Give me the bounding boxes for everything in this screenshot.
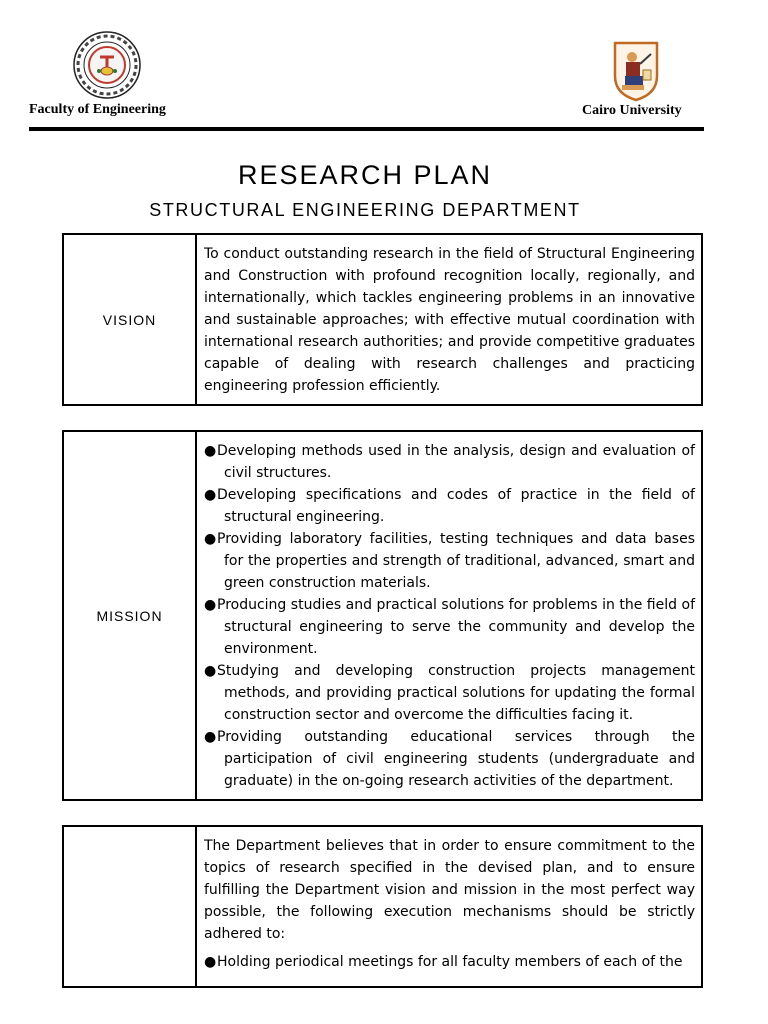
bullet-icon: ● — [204, 597, 217, 613]
mission-item: ●Developing specifications and codes of practice in the field of structural engineering. — [204, 484, 695, 528]
bullet-icon: ● — [204, 663, 217, 679]
vision-box — [62, 233, 703, 406]
vision-text: To conduct outstanding research in the field of Structural Engineering and Construction with profound recognition locally, regionally, and internationally, which tackles engineering problems in an innovative and sustainable approaches; with effective mutual coordination with international research authorities; and provide competitive graduates capable of dealing with research challenges and practicing engineering profession efficiently. — [204, 246, 695, 394]
bullet-icon: ● — [204, 443, 217, 459]
page-subtitle: STRUCTURAL ENGINEERING DEPARTMENT — [149, 200, 581, 220]
mission-item: ●Producing studies and practical solutions for problems in the field of structural engineering to serve the community and develop the environment. — [204, 594, 695, 660]
faculty-name: Faculty of Engineering — [29, 102, 166, 117]
mission-item: ●Providing outstanding educational services through the participation of civil engineering students (undergraduate and graduate) in the on-going research activities of the department. — [204, 726, 695, 792]
faculty-of-engineering-logo — [73, 31, 141, 99]
execution-content — [197, 827, 701, 986]
execution-list — [204, 951, 695, 973]
execution-item: ●Holding periodical meetings for all faculty members of each of the — [204, 951, 695, 973]
mission-box — [62, 430, 703, 801]
bullet-icon: ● — [204, 954, 217, 970]
mission-list — [204, 440, 695, 792]
university-name: Cairo University — [582, 103, 682, 118]
cairo-university-logo — [612, 40, 660, 102]
mission-item: ●Providing laboratory facilities, testing techniques and data bases for the properties and strength of traditional, advanced, smart and green construction materials. — [204, 528, 695, 594]
mission-label: MISSION — [64, 432, 197, 799]
page-title: RESEARCH PLAN — [237, 160, 493, 190]
execution-label — [64, 827, 197, 986]
mission-item: ●Developing methods used in the analysis, design and evaluation of civil structures. — [204, 440, 695, 484]
vision-label: VISION — [64, 235, 197, 404]
mission-content — [197, 432, 701, 799]
header-divider — [29, 127, 704, 131]
execution-intro: The Department believes that in order to ensure commitment to the topics of research specified in the devised plan, and to ensure fulfilling the Department vision and mission in the most perfect way possible, the following execution mechanisms should be strictly adhered to: — [204, 838, 695, 942]
bullet-icon: ● — [204, 487, 217, 503]
mission-item: ●Studying and developing construction projects management methods, and providing practical solutions for updating the formal construction sector and overcome the difficulties facing it. — [204, 660, 695, 726]
execution-box — [62, 825, 703, 988]
bullet-icon: ● — [204, 729, 217, 745]
vision-content — [197, 235, 701, 404]
bullet-icon: ● — [204, 531, 217, 547]
